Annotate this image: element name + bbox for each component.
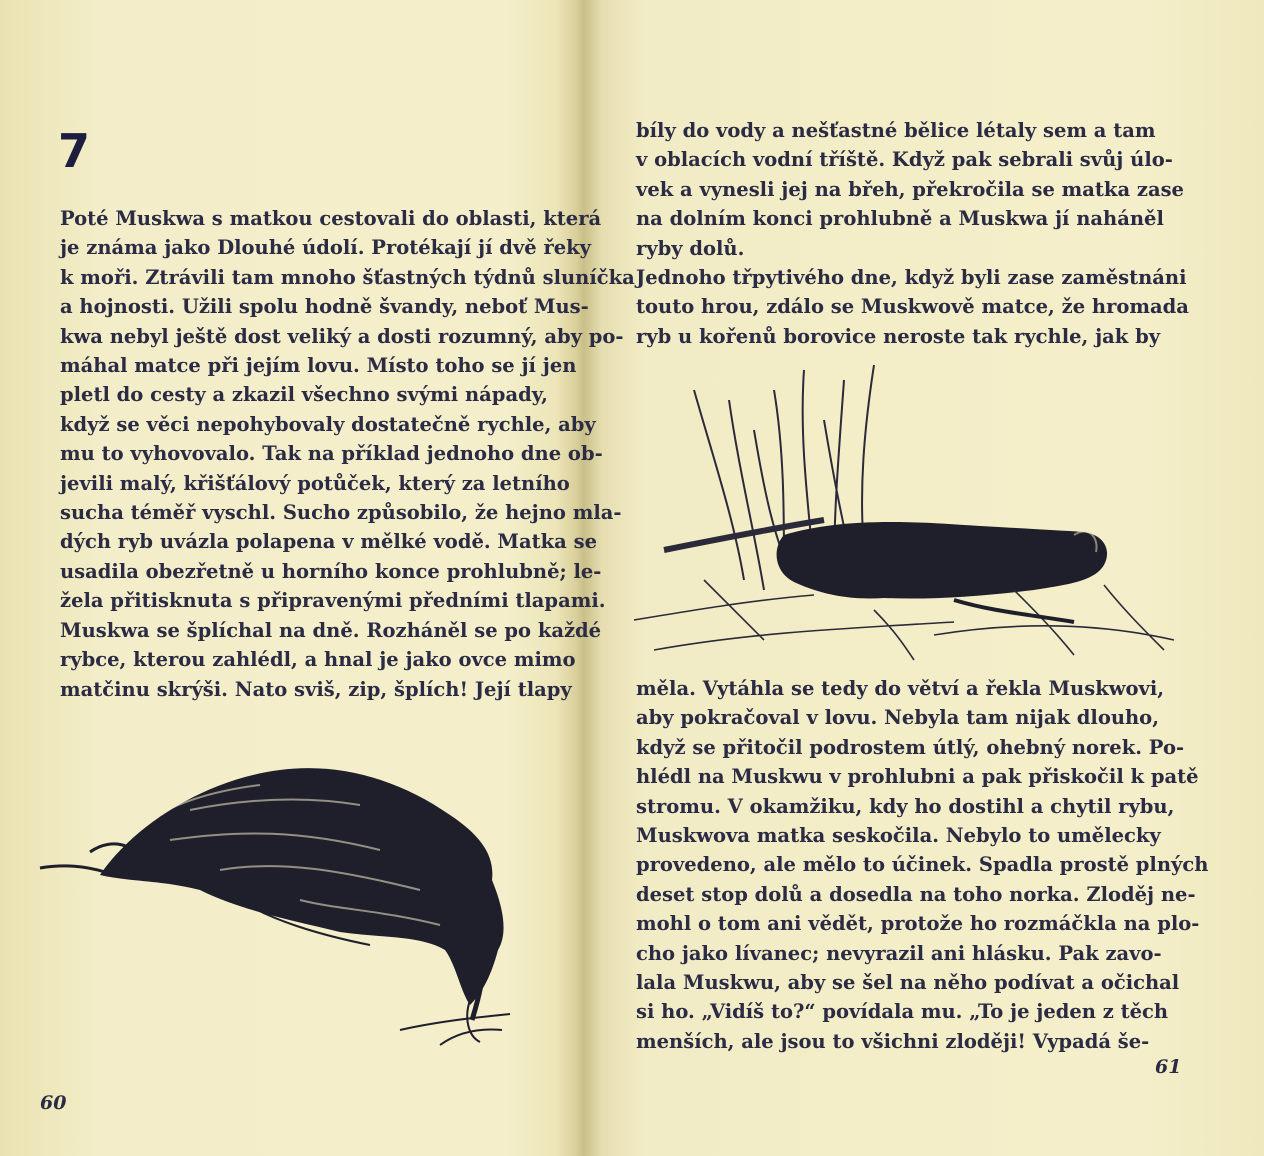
text-line: kwa nebyl ještě dost veliký a dosti rozumný, aby po- xyxy=(60,324,624,348)
text-line: mu to vyhovovalo. Tak na příklad jednoho dne ob- xyxy=(60,442,603,466)
bear-illustration xyxy=(40,760,550,1060)
text-line: touto hrou, zdálo se Muskwově matce, že hromada xyxy=(636,295,1189,319)
text-line: Jednoho třpytivého dne, když byli zase zaměstnáni xyxy=(636,266,1187,290)
text-line: Muskwova matka seskočila. Nebylo to umělecky xyxy=(636,824,1161,848)
text-line: je známa jako Dlouhé údolí. Protékají jí dvě řeky xyxy=(60,236,591,260)
text-line: na dolním konci prohlubně a Muskwa jí naháněl xyxy=(636,207,1164,231)
text-line: když se přitočil podrostem útlý, ohebný norek. Po- xyxy=(636,735,1185,759)
text-line: rybce, kterou zahlédl, a hnal je jako ovce mimo xyxy=(60,648,576,672)
left-body-text xyxy=(60,204,635,704)
text-line: deset stop dolů a dosedla na toho norka. Zloděj ne- xyxy=(636,882,1196,906)
page-number-right: 61 xyxy=(1155,1056,1182,1078)
text-line: lala Muskwu, aby se šel na něho podívat a očichal xyxy=(636,971,1180,995)
text-line: aby pokračoval v lovu. Nebyla tam nijak dlouho, xyxy=(636,706,1159,730)
right-body-text-bottom xyxy=(636,674,1209,1056)
text-line: máhal matce při jejím lovu. Místo toho se jí jen xyxy=(60,354,577,378)
text-line: usadila obezřetně u horního konce prohlubně; le- xyxy=(60,559,602,583)
text-line: menších, ale jsou to všichni zloději! Vypadá še- xyxy=(636,1029,1150,1053)
text-line: si ho. „Vidíš to?“ povídala mu. „To je jeden z těch xyxy=(636,1000,1169,1024)
right-page xyxy=(600,0,1264,1156)
text-line: ryb u kořenů borovice neroste tak rychle, jak by xyxy=(636,324,1161,348)
text-line: pletl do cesty a zkazil všechno svými nápady, xyxy=(60,383,548,407)
text-line: provedeno, ale mělo to účinek. Spadla prostě plných xyxy=(636,853,1209,877)
text-line: měla. Vytáhla se tedy do větví a řekla Muskwovi, xyxy=(636,677,1165,700)
text-line: hlédl na Muskwu v prohlubni a pak přiskočil k patě xyxy=(636,765,1199,789)
chapter-number: 7 xyxy=(58,124,91,178)
text-line: když se věci nepohybovaly dostatečně rychle, aby xyxy=(60,412,596,436)
text-line: stromu. V okamžiku, kdy ho dostihl a chytil rybu, xyxy=(636,794,1175,818)
text-line: a hojnosti. Užili spolu hodně švandy, neboť Mus- xyxy=(60,295,589,319)
right-body-text-top xyxy=(636,116,1196,351)
text-line: vek a vynesli jej na břeh, překročila se matka zase xyxy=(636,177,1184,201)
mink-illustration xyxy=(634,360,1194,670)
text-line: Poté Muskwa s matkou cestovali do oblasti, která xyxy=(60,207,602,230)
text-line: mohl o tom ani vědět, protože ho rozmáčkla na plo- xyxy=(636,912,1200,936)
text-line: Muskwa se šplíchal na dně. Rozháněl se po každé xyxy=(60,618,602,642)
text-line: jevili malý, křišťálový potůček, který za letního xyxy=(60,471,570,495)
text-line: dých ryb uvázla polapena v mělké vodě. Matka se xyxy=(60,530,597,554)
text-line: v oblacích vodní tříště. Když pak sebrali svůj úlo- xyxy=(636,148,1173,172)
text-line: matčinu skrýši. Nato sviš, zip, šplích! Její tlapy xyxy=(60,677,572,701)
text-line: cho jako lívanec; nevyrazil ani hlásku. Pak zavo- xyxy=(636,941,1162,965)
text-line: k moři. Ztrávili tam mnoho šťastných týdnů sluníčka xyxy=(60,265,635,289)
text-line: žela přitisknuta s připravenými předními tlapami. xyxy=(60,589,606,613)
text-line: bíly do vody a nešťastné bělice létaly sem a tam xyxy=(636,119,1156,142)
page-number-left: 60 xyxy=(40,1092,67,1114)
text-line: sucha téměř vyschl. Sucho způsobilo, že hejno mla- xyxy=(60,501,622,525)
text-line: ryby dolů. xyxy=(636,236,745,260)
